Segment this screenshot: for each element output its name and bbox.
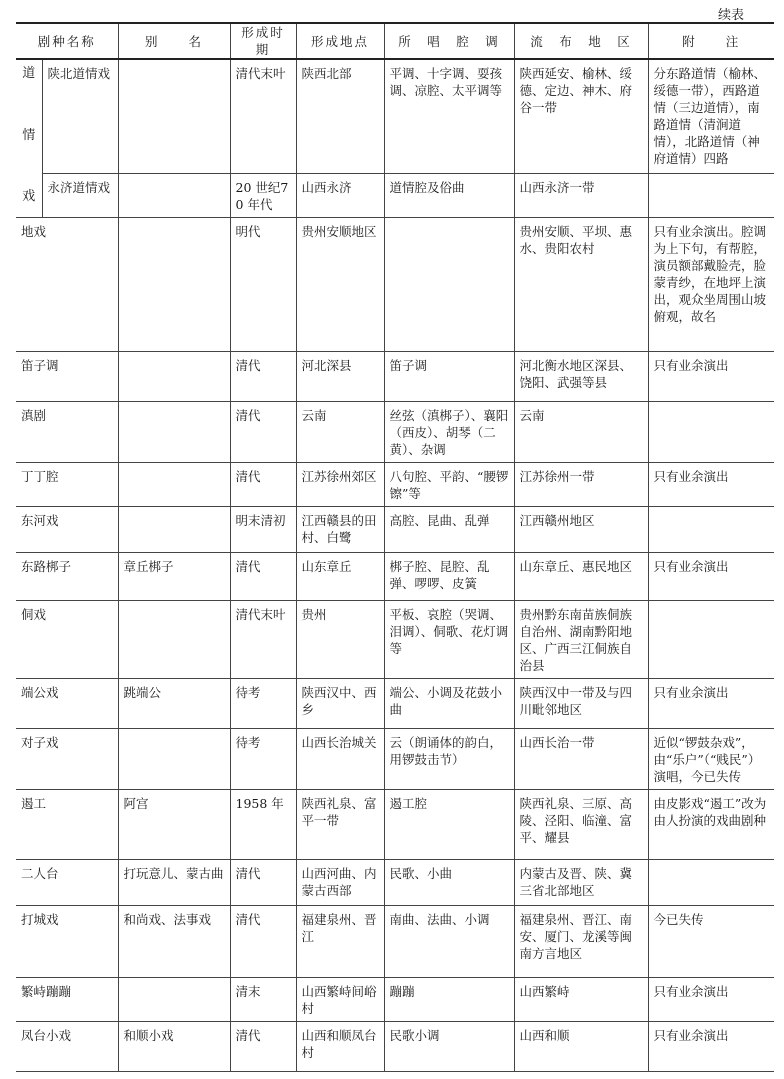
cell-alias xyxy=(118,506,230,552)
table-row xyxy=(16,789,774,859)
cell-name: 笛子调 xyxy=(16,351,118,401)
cell-tunes: 道情腔及俗曲 xyxy=(384,173,514,217)
cell-tunes: 南曲、法曲、小调 xyxy=(384,905,514,977)
cell-alias: 打玩意儿、蒙古曲 xyxy=(118,859,230,905)
cell-alias xyxy=(118,401,230,462)
opera-genre-table xyxy=(16,22,774,1072)
cell-place: 陕西北部 xyxy=(296,59,384,173)
cell-name: 东路梆子 xyxy=(16,552,118,600)
cell-alias xyxy=(118,600,230,678)
cell-alias: 章丘梆子 xyxy=(118,552,230,600)
cell-place: 山东章丘 xyxy=(296,552,384,600)
cell-place: 福建泉州、晋江 xyxy=(296,905,384,977)
cell-area: 福建泉州、晋江、南安、厦门、龙溪等闽南方言地区 xyxy=(514,905,648,977)
cell-name: 凤台小戏 xyxy=(16,1021,118,1071)
cell-note: 只有业余演出。腔调为上下句，有帮腔，演员额部戴脸壳，脸蒙青纱，在地坪上演出，观众坐周围山坡俯观，故名 xyxy=(648,217,774,351)
cell-area: 山东章丘、惠民地区 xyxy=(514,552,648,600)
cell-name: 陕北道情戏 xyxy=(42,59,118,173)
cell-name: 二人台 xyxy=(16,859,118,905)
cell-note: 今已失传 xyxy=(648,905,774,977)
cell-area: 山西永济一带 xyxy=(514,173,648,217)
group-label-char: 道 xyxy=(22,66,36,81)
header-tunes: 所 唱 腔 调 xyxy=(384,23,514,59)
table-header-row xyxy=(16,23,774,59)
header-note: 附 注 xyxy=(648,23,774,59)
cell-tunes: 端公、小调及花鼓小曲 xyxy=(384,678,514,728)
table-row xyxy=(16,600,774,678)
cell-area: 贵州黔东南苗族侗族自治州、湖南黔阳地区、广西三江侗族自治县 xyxy=(514,600,648,678)
cell-name: 滇剧 xyxy=(16,401,118,462)
cell-alias xyxy=(118,173,230,217)
cell-alias: 跳端公 xyxy=(118,678,230,728)
cell-place: 山西和顺凤台村 xyxy=(296,1021,384,1071)
cell-place: 陕西礼泉、富平一带 xyxy=(296,789,384,859)
cell-name: 遏工 xyxy=(16,789,118,859)
cell-period: 清代 xyxy=(230,1021,296,1071)
continued-label: 续表 xyxy=(717,8,744,23)
table-body xyxy=(16,217,774,1071)
cell-tunes: 平板、哀腔（哭调、泪调）、侗歌、花灯调等 xyxy=(384,600,514,678)
cell-area: 云南 xyxy=(514,401,648,462)
cell-alias xyxy=(118,462,230,506)
cell-area: 江西赣州地区 xyxy=(514,506,648,552)
cell-period: 清代 xyxy=(230,552,296,600)
cell-area: 河北衡水地区深县、饶阳、武强等县 xyxy=(514,351,648,401)
cell-place: 山西长治城关 xyxy=(296,728,384,789)
cell-area: 内蒙古及晋、陕、冀三省北部地区 xyxy=(514,859,648,905)
cell-place: 山西繁峙间峪村 xyxy=(296,977,384,1021)
cell-place: 贵州 xyxy=(296,600,384,678)
table-row xyxy=(16,351,774,401)
table-row xyxy=(16,678,774,728)
table-row xyxy=(16,59,774,173)
group-label-daoqing xyxy=(16,59,42,217)
cell-alias xyxy=(118,217,230,351)
cell-tunes: 民歌、小曲 xyxy=(384,859,514,905)
cell-name: 东河戏 xyxy=(16,506,118,552)
cell-note: 只有业余演出 xyxy=(648,462,774,506)
cell-period: 清代末叶 xyxy=(230,600,296,678)
cell-tunes: 丝弦（滇梆子）、襄阳（西皮）、胡琴（二黄）、杂调 xyxy=(384,401,514,462)
table-row xyxy=(16,977,774,1021)
cell-note xyxy=(648,506,774,552)
cell-tunes xyxy=(384,217,514,351)
cell-note: 分东路道情（榆林、绥德一带），西路道情（三边道情），南路道情（清涧道情），北路道情（神府道情）四路 xyxy=(648,59,774,173)
cell-tunes: 遏工腔 xyxy=(384,789,514,859)
cell-place: 山西永济 xyxy=(296,173,384,217)
cell-name: 繁峙蹦蹦 xyxy=(16,977,118,1021)
cell-tunes: 高腔、昆曲、乱弹 xyxy=(384,506,514,552)
cell-note: 只有业余演出 xyxy=(648,977,774,1021)
table-row xyxy=(16,905,774,977)
cell-place: 山西河曲、内蒙古西部 xyxy=(296,859,384,905)
cell-period: 明末清初 xyxy=(230,506,296,552)
cell-area: 江苏徐州一带 xyxy=(514,462,648,506)
table-row xyxy=(16,859,774,905)
cell-name: 永济道情戏 xyxy=(42,173,118,217)
cell-place: 江西赣县的田村、白鹭 xyxy=(296,506,384,552)
cell-period: 清末 xyxy=(230,977,296,1021)
cell-period: 1958 年 xyxy=(230,789,296,859)
cell-place: 贵州安顺地区 xyxy=(296,217,384,351)
header-name: 剧种名称 xyxy=(16,23,118,59)
cell-area: 陕西延安、榆林、绥德、定边、神木、府谷一带 xyxy=(514,59,648,173)
cell-tunes: 笛子调 xyxy=(384,351,514,401)
cell-place: 云南 xyxy=(296,401,384,462)
cell-period: 明代 xyxy=(230,217,296,351)
cell-period: 清代 xyxy=(230,859,296,905)
cell-area: 陕西礼泉、三原、高陵、泾阳、临潼、富平、耀县 xyxy=(514,789,648,859)
cell-area: 陕西汉中一带及与四川毗邻地区 xyxy=(514,678,648,728)
cell-alias xyxy=(118,351,230,401)
cell-alias xyxy=(118,728,230,789)
cell-note xyxy=(648,600,774,678)
table-row xyxy=(16,173,774,217)
cell-area: 贵州安顺、平坝、惠水、贵阳农村 xyxy=(514,217,648,351)
table-row xyxy=(16,552,774,600)
cell-note: 只有业余演出 xyxy=(648,678,774,728)
table-row xyxy=(16,728,774,789)
cell-tunes: 蹦蹦 xyxy=(384,977,514,1021)
cell-period: 清代 xyxy=(230,462,296,506)
cell-note xyxy=(648,859,774,905)
cell-tunes: 梆子腔、昆腔、乱弹、啰啰、皮簧 xyxy=(384,552,514,600)
group-label-char: 戏 xyxy=(22,189,36,204)
cell-area: 山西繁峙 xyxy=(514,977,648,1021)
cell-tunes: 八句腔、平韵、“腰锣镲”等 xyxy=(384,462,514,506)
cell-period: 待考 xyxy=(230,678,296,728)
group-label-char: 情 xyxy=(22,127,36,143)
cell-place: 江苏徐州郊区 xyxy=(296,462,384,506)
table-row xyxy=(16,506,774,552)
table-row xyxy=(16,401,774,462)
cell-area: 山西长治一带 xyxy=(514,728,648,789)
cell-period: 清代末叶 xyxy=(230,59,296,173)
table-row xyxy=(16,217,774,351)
cell-period: 清代 xyxy=(230,905,296,977)
header-alias: 别 名 xyxy=(118,23,230,59)
cell-note: 只有业余演出 xyxy=(648,552,774,600)
cell-alias: 和尚戏、法事戏 xyxy=(118,905,230,977)
cell-name: 打城戏 xyxy=(16,905,118,977)
cell-period: 清代 xyxy=(230,401,296,462)
cell-period: 待考 xyxy=(230,728,296,789)
cell-note: 近似“锣鼓杂戏”，由“乐户”（“贱民”）演唱，今已失传 xyxy=(648,728,774,789)
cell-name: 端公戏 xyxy=(16,678,118,728)
cell-name: 侗戏 xyxy=(16,600,118,678)
cell-alias: 和顺小戏 xyxy=(118,1021,230,1071)
cell-note xyxy=(648,401,774,462)
cell-note: 由皮影戏“遏工”改为由人扮演的戏曲剧种 xyxy=(648,789,774,859)
cell-alias xyxy=(118,59,230,173)
cell-period: 清代 xyxy=(230,351,296,401)
cell-tunes: 民歌小调 xyxy=(384,1021,514,1071)
cell-place: 陕西汉中、西乡 xyxy=(296,678,384,728)
header-period: 形成时期 xyxy=(230,23,296,59)
cell-alias: 阿宫 xyxy=(118,789,230,859)
cell-name: 对子戏 xyxy=(16,728,118,789)
cell-name: 丁丁腔 xyxy=(16,462,118,506)
cell-period: 20 世纪70 年代 xyxy=(230,173,296,217)
cell-alias xyxy=(118,977,230,1021)
cell-note: 只有业余演出 xyxy=(648,1021,774,1071)
cell-area: 山西和顺 xyxy=(514,1021,648,1071)
header-place: 形成地点 xyxy=(296,23,384,59)
cell-place: 河北深县 xyxy=(296,351,384,401)
cell-name: 地戏 xyxy=(16,217,118,351)
header-area: 流 布 地 区 xyxy=(514,23,648,59)
cell-note: 只有业余演出 xyxy=(648,351,774,401)
table-row xyxy=(16,1021,774,1071)
cell-tunes: 平调、十字调、耍孩调、凉腔、太平调等 xyxy=(384,59,514,173)
table-row xyxy=(16,462,774,506)
cell-tunes: 云（朗诵体的韵白，用锣鼓击节） xyxy=(384,728,514,789)
cell-note xyxy=(648,173,774,217)
